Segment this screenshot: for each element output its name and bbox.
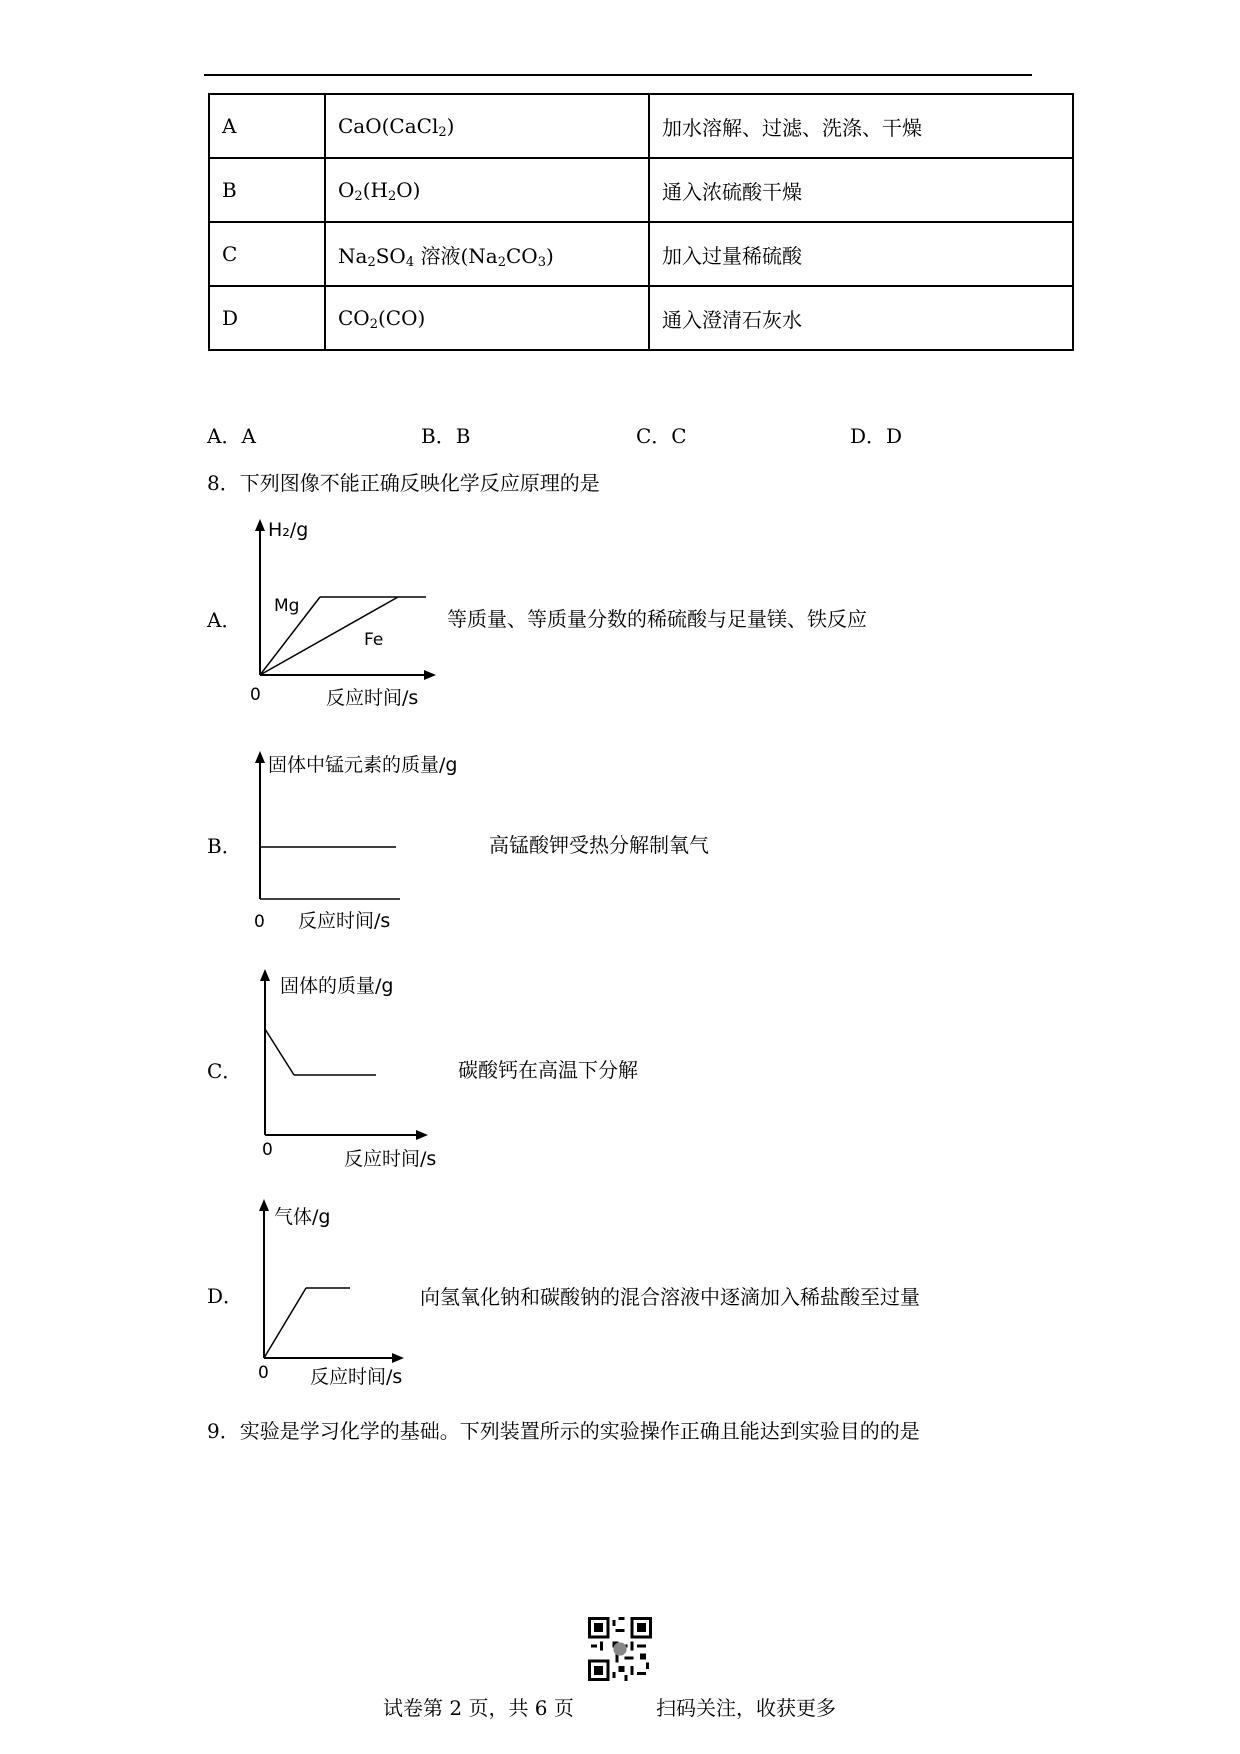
q7-choice-a: A．A: [207, 424, 256, 448]
origin-label: 0: [258, 1363, 269, 1383]
table-cell-option: C: [209, 222, 325, 286]
header-rule: [204, 74, 1032, 76]
footer-page-number: 试卷第 2 页，共 6 页: [383, 1696, 574, 1720]
origin-label: 0: [262, 1140, 273, 1160]
table-cell-substance: $Na_2SO_4$ 溶液$(Na_2CO_3)$: [325, 222, 649, 286]
q8-option-c-desc: 碳酸钙在高温下分解: [458, 1058, 638, 1082]
q8-option-b-label: B．: [207, 834, 242, 858]
q7-choice-d: D．D: [850, 424, 903, 448]
q8-option-a-label: A．: [207, 608, 242, 632]
q8-stem: 8．下列图像不能正确反映化学反应原理的是: [207, 471, 600, 495]
table-cell-method: 加水溶解、过滤、洗涤、干燥: [649, 94, 1073, 158]
table-cell-method: 通入浓硫酸干燥: [649, 158, 1073, 222]
table-cell-substance: $CO_2(CO)$: [325, 286, 649, 350]
q8-option-a-desc: 等质量、等质量分数的稀硫酸与足量镁、铁反应: [447, 607, 867, 631]
x-axis-label: 反应时间/s: [310, 1366, 403, 1388]
table-cell-method: 通入澄清石灰水: [649, 286, 1073, 350]
series-label-fe: Fe: [364, 630, 384, 650]
table-cell-method: 加入过量稀硫酸: [649, 222, 1073, 286]
q8-option-d-desc: 向氢氧化钠和碳酸钠的混合溶液中逐滴加入稀盐酸至过量: [420, 1285, 920, 1309]
footer-qr-caption: 扫码关注，收获更多: [656, 1696, 836, 1720]
q8-option-d-label: D．: [207, 1284, 244, 1308]
table-cell-option: B: [209, 158, 325, 222]
q8-option-b-desc: 高锰酸钾受热分解制氧气: [489, 833, 709, 857]
q7-choice-b: B．B: [421, 424, 471, 448]
q9-stem: 9．实验是学习化学的基础。下列装置所示的实验操作正确且能达到实验目的的是: [207, 1419, 920, 1443]
q8-graph-c: [240, 963, 465, 1173]
y-axis-label: 气体/g: [274, 1206, 331, 1228]
qr-code-icon: [588, 1617, 652, 1681]
decompose-curve: [265, 1029, 294, 1075]
table-row: [209, 222, 1073, 286]
q8-graph-b: [240, 745, 500, 940]
options-table: [208, 93, 1074, 351]
x-axis-label: 反应时间/s: [344, 1148, 437, 1170]
x-axis-label: 反应时间/s: [298, 910, 391, 932]
origin-label: 0: [250, 685, 261, 705]
table-row: [209, 286, 1073, 350]
y-axis-label: H₂/g: [268, 519, 309, 541]
table-row: [209, 94, 1073, 158]
table-cell-option: A: [209, 94, 325, 158]
y-axis-label: 固体的质量/g: [280, 975, 394, 997]
series-label-mg: Mg: [274, 596, 300, 616]
q8-graph-a: [240, 515, 440, 715]
q8-option-c-label: C．: [207, 1059, 243, 1083]
table-cell-substance: $O_2(H_2O)$: [325, 158, 649, 222]
table-cell-substance: CaO(CaCl$_2$): [325, 94, 649, 158]
y-axis-label: 固体中锰元素的质量/g: [268, 754, 458, 776]
table-row: [209, 158, 1073, 222]
gas-curve: [264, 1288, 306, 1358]
table-cell-option: D: [209, 286, 325, 350]
origin-label: 0: [254, 912, 265, 932]
q8-graph-d: [240, 1193, 430, 1393]
x-axis-label: 反应时间/s: [326, 687, 419, 709]
q7-choice-c: C．C: [636, 424, 687, 448]
